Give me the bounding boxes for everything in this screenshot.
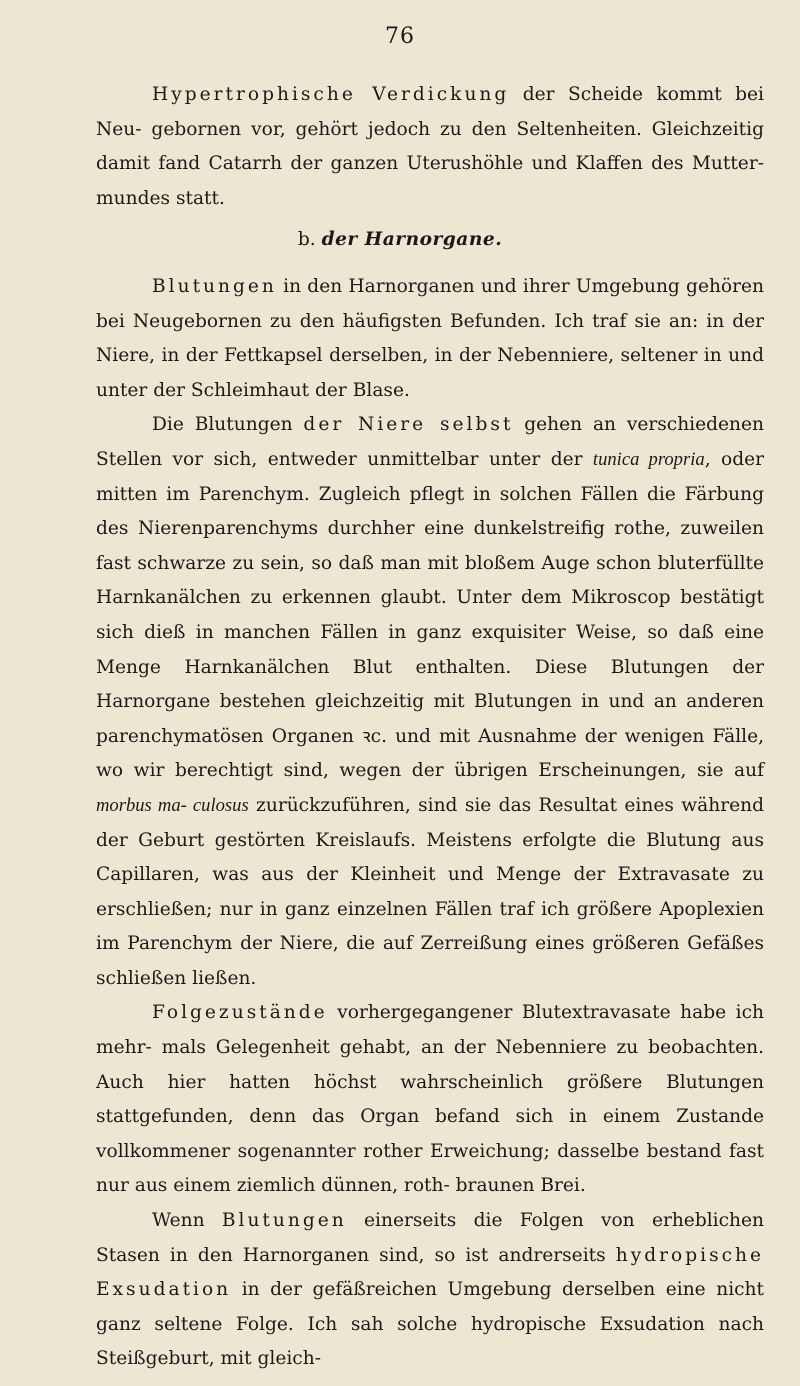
paragraph-text: der Scheide kommt bei Neu- gebornen vor, gehört jedoch zu den Seltenheiten. Gleichzeitig damit fand Catarrh der ganzen Uterushöhle und Klaffen des Mutter- mundes statt. <box>96 84 765 209</box>
section-body <box>96 270 764 1377</box>
emphasis-term: hydropische Exsudation <box>96 1244 764 1301</box>
emphasis-term: Blutungen <box>152 276 277 297</box>
paragraph-text: vorhergegangener Blutextravasate habe ich mehr- mals Gelegenheit gehabt, an der Nebenniere zu beobachten. Auch hier hatten höchst wahrscheinlich größere Blutungen stattgefunden, denn das Organ befand sich in einem Zustande vollkommener sogenannter rother Erweichung; dasselbe bestand fast nur aus einem ziemlich dünnen, roth- braunen Brei. <box>96 1002 764 1197</box>
paragraph-text: Die Blutungen <box>152 414 304 436</box>
paragraph-text: Wenn <box>152 1210 222 1232</box>
paragraph-sequelae <box>96 996 764 1204</box>
page-number: 76 <box>385 24 415 49</box>
paragraph-text: einerseits die Folgen von erheblichen Stasen in den Harnorganen sind, so ist andrerseits <box>96 1210 764 1266</box>
latin-term: tunica propria <box>592 448 705 470</box>
paragraph-hydrops <box>96 1204 764 1377</box>
section-title: der Harnorgane. <box>321 229 503 250</box>
section-heading <box>0 229 800 250</box>
paragraph-hypertrophy <box>96 78 764 216</box>
paragraph-text: in der gefäßreichen Umgebung derselben eine nicht ganz seltene Folge. Ich sah solche hydropische Exsudation nach Steißgeburt, mit gleich- <box>96 1279 764 1370</box>
paragraph-text: , oder mitten im Parenchym. Zugleich pflegt in solchen Fällen die Färbung des Nierenparenchyms durchher eine dunkelstreifig rothe, zuweilen fast schwarze zu sein, so daß man mit bloßem Auge schon bluterfüllte Harnkanälchen zu erkennen glaubt. Unter dem Mikroscop bestätigt sich dieß in manchen Fällen in ganz exquisiter Weise, so daß eine Menge Harnkanälchen Blut enthalten. Diese Blutungen der Harnorgane bestehen gleichzeitig mit Blutungen in und an anderen parenchymatösen Organen ꝛc. und mit Ausnahme der wenigen Fälle, wo wir berechtigt sind, wegen der übrigen Erscheinungen, sie auf <box>96 448 764 782</box>
intro-paragraph <box>96 78 764 216</box>
paragraph-text: zurückzuführen, sind sie das Resultat eines während der Geburt gestörten Kreislaufs. Meistens erfolgte die Blutung aus Capillaren, was aus der Kleinheit und Menge der Extravasate zu erschließen; nur in ganz einzelnen Fällen traf ich größere Apoplexien im Parenchym der Niere, die auf Zerreißung eines größeren Gefäßes schließen ließen. <box>96 794 764 989</box>
paragraph-text: in den Harnorganen und ihrer Umgebung gehören bei Neugebornen zu den häufigsten Befunden. Ich traf sie an: in der Niere, in der Fettkapsel derselben, in der Nebenniere, seltener in und unter der Schleimhaut der Blase. <box>96 276 764 401</box>
paragraph-text: gehen an verschiedenen Stellen vor sich, entweder unmittelbar unter der <box>96 414 764 470</box>
paragraph-kidney <box>96 408 764 996</box>
paragraph-bleeding <box>96 270 764 408</box>
latin-term: morbus ma- culosus <box>96 794 249 816</box>
section-label: b. <box>297 229 316 250</box>
emphasis-term: Hypertrophische Verdickung <box>152 84 510 105</box>
emphasis-term: Blutungen <box>221 1210 347 1232</box>
emphasis-term: Folgezustände <box>152 1002 328 1024</box>
emphasis-term: der Niere selbst <box>303 414 514 436</box>
